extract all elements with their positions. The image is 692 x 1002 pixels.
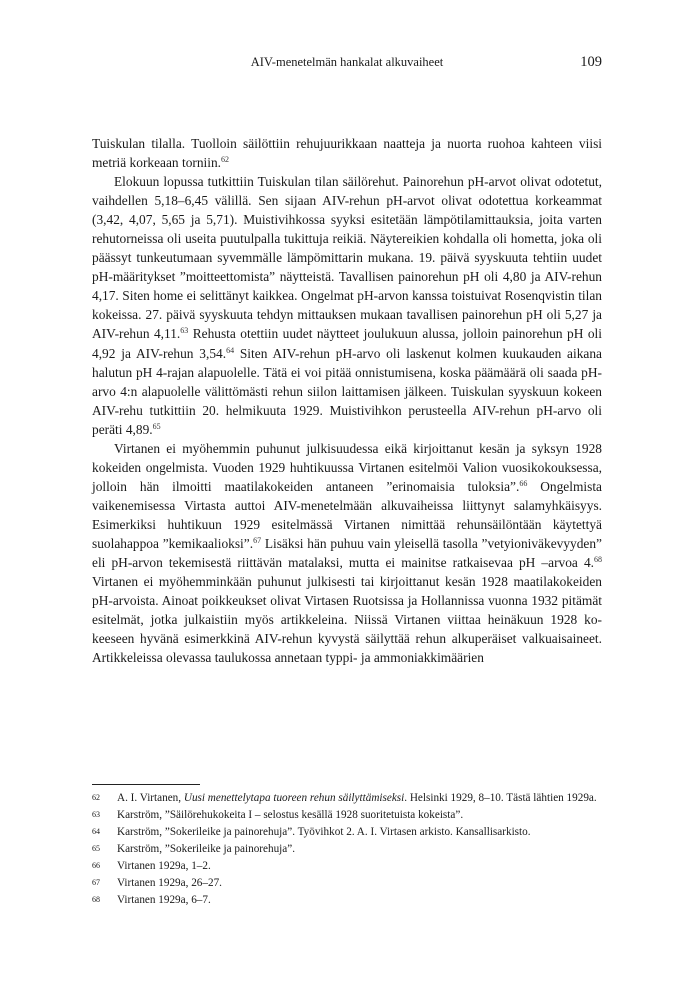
footnote-ref: 63 xyxy=(180,326,189,336)
footnote-ref: 66 xyxy=(519,478,528,488)
footnote xyxy=(92,842,602,857)
footnote-run: . Helsinki 1929, 8–10. Tästä lähtien 1929a. xyxy=(404,792,597,804)
text-run: Virtanen ei myöhemminkään puhunut julkisesti tai kirjoittanut kesän 1928 maatilakokeiden pH-arvoista. Ainoat poikkeukset olivat Virtasen Ruotsissa ja Hollannissa vuonna 1932 pitämät esitelmät, jotka julkaistiin myös artikkeleina. Niissä Virtanen viittaa heinäkuun 1928 kokeeseen hyvänä esimerkkinä AIV-rehun kyvystä säilyttää rehun alkuperäiset valkuaisaineet. Artikkeleissa olevassa taulukossa annetaan typpi- ja ammoniakkimäärien xyxy=(92,574,602,666)
footnote-number: 62 xyxy=(92,793,100,802)
footnote-text xyxy=(117,860,211,872)
footnote-number: 64 xyxy=(92,827,100,836)
footnote-text xyxy=(117,877,222,889)
footnote-number: 63 xyxy=(92,810,100,819)
text-run: Elokuun lopussa tutkittiin Tuiskulan tilan säilörehut. Painorehun pH-arvot olivat odotetut, vaihdellen 5,18–6,45 välillä. Sen sijaan AIV-rehun pH-arvot olivat odotettua korkeammat (3,42, 4,07, 5,65 ja 5,71). Muistivihkossa syyksi esitetään lämpötilamittauksia, joita varten rehutorneissa oli useita puutulpalla tukittuja reikiä. Näytereikien kohdalla oli hometta, joka oli päässyt tunkeutumaan syvemmälle lämpömittarin mukana. 19. päivä syyskuuta tehtiin uudet pH-määritykset ”moitteettomista” näytteistä. Tavallisen painorehun pH oli 4,80 ja AIV-rehun 4,17. Siten home ei selittänyt kaikkea. Ongelmat pH-arvon kanssa toistuivat Rosenqvistin tilan kokeissa. 27. päivä syyskuuta tehdyn mittauksen mukaan tavallisen painorehun pH oli 5,27 ja AIV-rehun 4,11. xyxy=(92,174,602,342)
footnote xyxy=(92,825,602,840)
footnote-number: 68 xyxy=(92,895,100,904)
text-run: Ongelmista vaikenemisessa Virtasta auttoi AIV-menetelmään alkuvaiheissa liittynyt salamyhkäisyys. Esimerkiksi huhtikuun 1929 esitelmässä Virtanen nimittää rehunsäilöntään käytettyä suolahappoa ”kemikaalioksi”. xyxy=(92,478,602,551)
running-head xyxy=(92,52,602,72)
text-run: Siten AIV-rehun pH-arvo oli laskenut kolmen kuukauden aikana halutun pH 4-rajan alapuolelle. Tätä ei voi pitää onnistumisena, koska päämäärä oli saada pH-arvo 4:n alapuolelle välittömästi rehun siilon laittamisen jälkeen. Tuiskulan syyskuun kokeen AIV-rehu tutkittiin 20. helmikuuta 1929. Muistivihkon perusteella AIV-rehun pH-arvo oli peräti 4,89. xyxy=(92,345,603,437)
page-number: 109 xyxy=(580,54,602,70)
footnote-separator xyxy=(92,784,200,785)
footnote xyxy=(92,791,602,806)
footnote-ref: 68 xyxy=(594,555,602,565)
footnote-title: Uusi menettelytapa tuoreen rehun säilyttämiseksi xyxy=(183,792,405,804)
footnotes xyxy=(92,784,602,910)
body-text xyxy=(92,134,602,667)
footnote xyxy=(92,808,602,823)
body-paragraph xyxy=(92,172,602,439)
footnote-list xyxy=(92,791,602,908)
footnote-number: 65 xyxy=(92,844,100,853)
running-head-title: AIV-menetelmän hankalat alkuvaiheet xyxy=(250,55,444,69)
footnote-run: Virtanen 1929a, 6–7. xyxy=(117,894,211,906)
footnote-ref: 64 xyxy=(226,345,235,355)
footnote-ref: 65 xyxy=(152,421,161,431)
footnote-number: 66 xyxy=(92,861,100,870)
footnote-ref: 67 xyxy=(253,535,262,545)
text-run: Lisäksi hän puhuu vain yleisellä tasolla ”vetyioniväkevyyden” eli pH-arvon tekemisestä riittävän matalaksi, mutta ei mainitse ratkaisevaa pH –arvoa 4. xyxy=(92,535,602,571)
text-run: Tuiskulan tilalla. Tuolloin säilöttiin rehujuurikkaan naatteja ja nuorta ruohoa kahteen viisi metriä korkeaan torniin. xyxy=(92,136,602,171)
body-paragraph xyxy=(92,134,602,172)
footnote-run: Karström, ”Säilörehukokeita I – selostus kesällä 1928 suoritetuista kokeista”. xyxy=(117,809,464,821)
footnote-run: Karström, ”Sokerileike ja painorehuja”. xyxy=(117,843,296,855)
footnote-run: Virtanen 1929a, 26–27. xyxy=(117,877,222,889)
footnote-text xyxy=(117,792,597,804)
footnote-ref: 62 xyxy=(221,155,230,165)
footnote-number: 67 xyxy=(92,878,100,887)
text-run: Rehusta otettiin uudet näytteet joulukuun alussa, jolloin painorehun pH oli 4,92 ja AIV-rehun 3,54. xyxy=(92,326,602,361)
footnote-run: A. I. Virtanen, xyxy=(117,792,184,804)
footnote xyxy=(92,859,602,874)
footnote xyxy=(92,876,602,891)
footnote-text xyxy=(117,894,211,906)
footnote-text xyxy=(117,826,531,838)
footnote-run: Karström, ”Sokerileike ja painorehuja”. Työvihkot 2. A. I. Virtasen arkisto. Kansallisarkisto. xyxy=(117,826,531,838)
footnote-run: Virtanen 1929a, 1–2. xyxy=(117,860,211,872)
footnote xyxy=(92,893,602,908)
footnote-text xyxy=(117,809,463,821)
text-run: Virtanen ei myöhemmin puhunut julkisuudessa eikä kirjoittanut kesän ja syksyn 1928 kokeiden ongelmista. Vuoden 1929 huhtikuussa Virtanen esitelmöi Valion vuosikokouksessa, jolloin hän ilmoitti maatilakokeiden antaneen ”erinomaisia tuloksia”. xyxy=(92,440,602,494)
body-paragraph xyxy=(92,439,602,668)
footnote-text xyxy=(117,843,295,855)
